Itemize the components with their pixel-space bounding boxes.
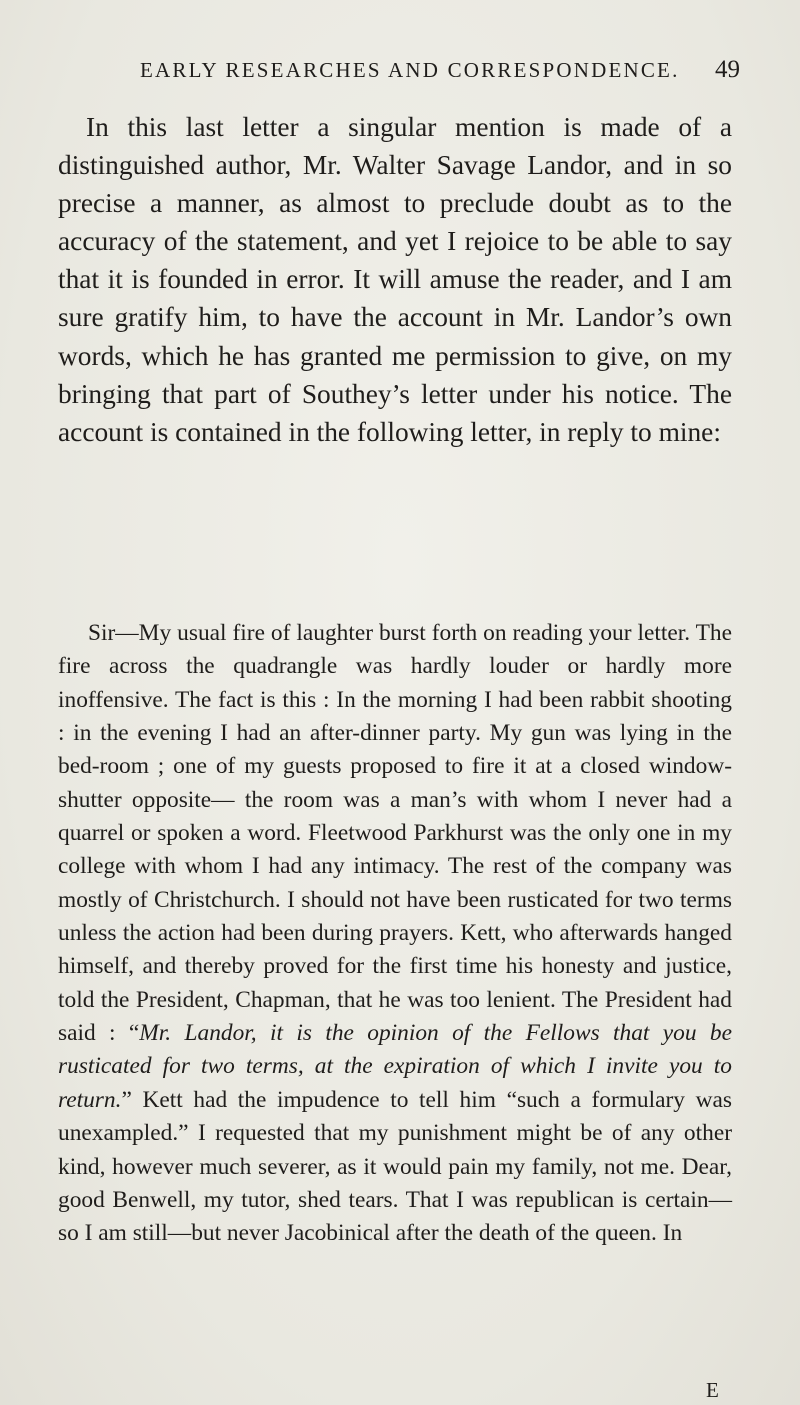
intro-paragraph: In this last letter a singular mention is made of a distinguished author, Mr. Walter Savage Landor, and in so precise a manner, as almost to preclude doubt as to the accuracy of the statement, and yet I rejoice to be able to say that it is founded in error. It will amuse the reader, and I am sure gratify him, to have the account in Mr. Landor’s own words, which he has granted me permission to give, on my bringing that part of Southey’s letter under his notice. The account is contained in the following letter, in reply to mine: <box>58 112 732 447</box>
landor-letter <box>58 617 732 1251</box>
page-number: 49 <box>715 56 740 83</box>
letter-text-part2: ” Kett had the impudence to tell him “such a formulary was unexampled.” I requested that my punishment might be of any other kind, however much severer, as it would pain my family, not me. Dear, good Benwell, my tutor, shed tears. That I was republican is certain—so I am still—but never Jacobinical after the death of the queen. In <box>58 1086 732 1247</box>
letter-quoted-resolution: Mr. Landor, it is the opinion of the Fellows that you be rusticated for two terms, at the expiration of which I invite you to return. <box>58 1020 732 1113</box>
signature-mark: E <box>706 1378 719 1402</box>
letter-text-part1: Sir—My usual fire of laughter burst forth on reading your letter. The fire across the quadrangle was hardly louder or hardly more inoffensive. The fact is this : In the morning I had been rabbit shooting : in the evening I had an after-dinner party. My gun was lying in the bed-room ; one of my guests proposed to fire it at a closed window-shutter opposite— the room was a man’s with whom I never had a quarrel or spoken a word. Fleetwood Parkhurst was the only one in my college with whom I had any intimacy. The rest of the company was mostly of Christchurch. I should not have been rusticated for two terms unless the action had been during prayers. Kett, who afterwards hanged himself, and thereby proved for the first time his honesty and justice, told the President, Chapman, that he was too lenient. The President had said : “ <box>58 620 732 1047</box>
running-head <box>60 58 760 88</box>
running-title: EARLY RESEARCHES AND CORRESPONDENCE. <box>140 58 680 82</box>
